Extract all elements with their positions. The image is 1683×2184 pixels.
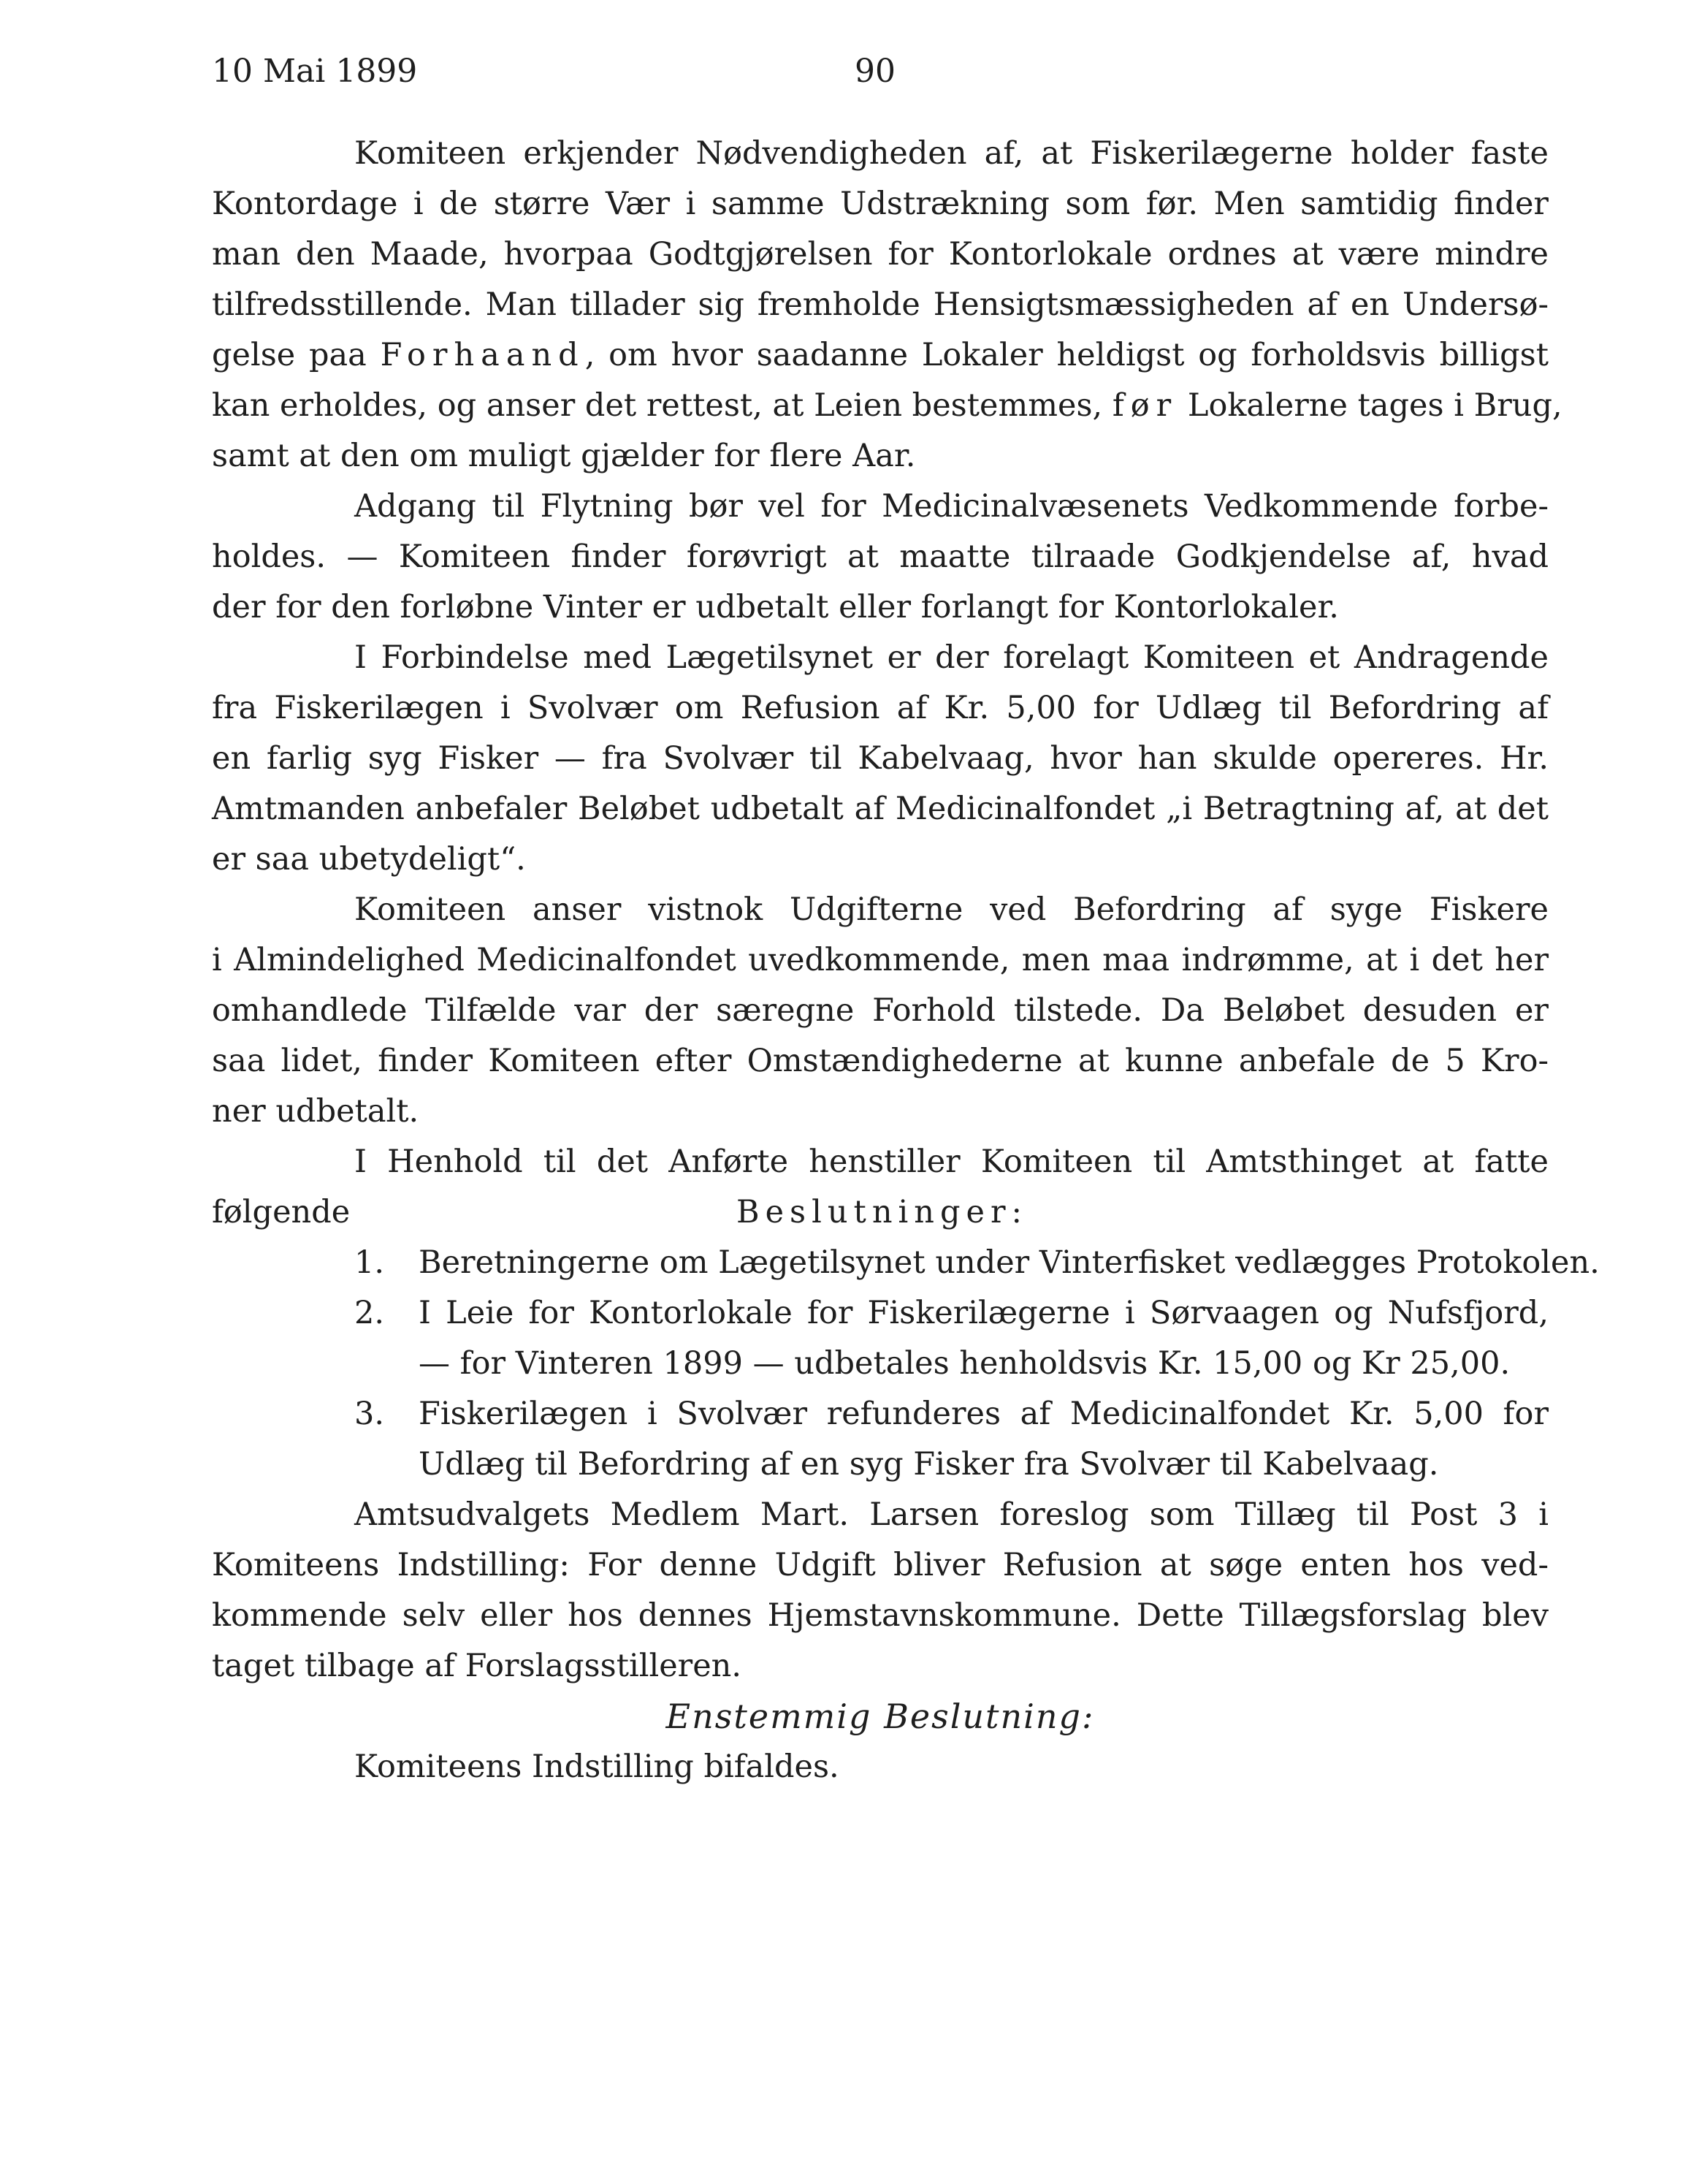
p1-line-1: Komiteen erkjender Nødvendigheden af, at Fiskerilægerne holder faste	[354, 135, 1549, 172]
resolution-2-number: 2.	[354, 1295, 385, 1331]
p6-line-4: taget tilbage af Forslagsstilleren.	[212, 1648, 742, 1684]
p1-line-7: samt at den om muligt gjælder for flere Aar.	[212, 438, 916, 474]
p4-line-5: ner udbetalt.	[212, 1093, 419, 1130]
p4-line-4: saa lidet, finder Komiteen efter Omstændighederne at kunne anbefale de 5 Kro-	[212, 1043, 1549, 1079]
p1-line-2: Kontordage i de større Vær i samme Udstrækning som før. Men samtidig finder	[212, 186, 1549, 222]
resolution-2-line-1: I Leie for Kontorlokale for Fiskerilægerne i Sørvaagen og Nufsfjord,	[419, 1295, 1549, 1331]
resolution-1-line-1: Beretningerne om Lægetilsynet under Vinterfisket vedlægges Protokolen.	[419, 1244, 1600, 1281]
p6-line-2: Komiteens Indstilling: For denne Udgift bliver Refusion at søge enten hos ved-	[212, 1547, 1549, 1583]
p4-line-2: i Almindelighed Medicinalfondet uvedkommende, men maa indrømme, at i det her	[212, 942, 1549, 978]
p4-line-1: Komiteen anser vistnok Udgifterne ved Befordring af syge Fiskere	[354, 891, 1549, 928]
p5-line-2-left: følgende	[212, 1194, 351, 1230]
p2-line-2: holdes. — Komiteen finder forøvrigt at maatte tilraade Godkjendelse af, hvad	[212, 539, 1549, 575]
resolution-2-line-2: — for Vinteren 1899 — udbetales henholdsvis Kr. 15,00 og Kr 25,00.	[419, 1345, 1511, 1382]
p1-line-5-pre: gelse paa	[212, 337, 381, 373]
resolution-1-number: 1.	[354, 1244, 385, 1281]
p1-line-6-spaced: før	[1112, 387, 1178, 424]
p1-line-3: man den Maade, hvorpaa Godtgjørelsen for Kontorlokale ordnes at være mindre	[212, 236, 1549, 273]
resolution-3-line-1: Fiskerilægen i Svolvær refunderes af Medicinalfondet Kr. 5,00 for	[419, 1396, 1549, 1432]
resolution-3-number: 3.	[354, 1396, 385, 1432]
p1-line-5-spaced: Forhaand	[380, 337, 585, 373]
p1-line-6-pre: kan erholdes, og anser det rettest, at Leien bestemmes,	[212, 387, 1113, 424]
final-decision-heading: Enstemmig Beslutning:	[665, 1697, 1095, 1736]
p1-line-4: tilfredsstillende. Man tillader sig fremholde Hensigtsmæssigheden af en Undersø-	[212, 286, 1549, 323]
final-decision-line: Komiteens Indstilling bifaldes.	[354, 1749, 839, 1785]
p1-line-5	[212, 333, 1549, 377]
p2-line-1: Adgang til Flytning bør vel for Medicinalvæsenets Vedkommende forbe-	[354, 488, 1549, 525]
p5-line-1: I Henhold til det Anførte henstiller Komiteen til Amtsthinget at fatte	[354, 1144, 1549, 1180]
resolution-3-line-2: Udlæg til Befordring af en syg Fisker fra Svolvær til Kabelvaag.	[419, 1446, 1439, 1483]
p3-line-2: fra Fiskerilægen i Svolvær om Refusion af Kr. 5,00 for Udlæg til Befordring af	[212, 690, 1549, 726]
p3-line-4: Amtmanden anbefaler Beløbet udbetalt af Medicinalfondet „i Betragtning af, at det	[212, 791, 1549, 827]
p3-line-3: en farlig syg Fisker — fra Svolvær til Kabelvaag, hvor han skulde opereres. Hr.	[212, 740, 1549, 777]
p1-line-6	[212, 384, 1562, 427]
header-date: 10 Mai 1899	[212, 53, 418, 90]
p2-line-3: der for den forløbne Vinter er udbetalt eller forlangt for Kontorlokaler.	[212, 589, 1339, 625]
p1-line-5-post: , om hvor saadanne Lokaler heldigst og forholdsvis billigst	[584, 337, 1549, 373]
p6-line-3: kommende selv eller hos dennes Hjemstavnskommune. Dette Tillægsforslag blev	[212, 1597, 1549, 1634]
page-header	[212, 53, 1563, 96]
p6-line-1: Amtsudvalgets Medlem Mart. Larsen foreslog som Tillæg til Post 3 i	[354, 1496, 1549, 1533]
page-number: 90	[855, 53, 896, 90]
p3-line-1: I Forbindelse med Lægetilsynet er der forelagt Komiteen et Andragende	[354, 639, 1549, 676]
resolutions-heading: Beslutninger:	[736, 1194, 1028, 1230]
p4-line-3: omhandlede Tilfælde var der særegne Forhold tilstede. Da Beløbet desuden er	[212, 992, 1549, 1029]
p1-line-6-post: Lokalerne tages i Brug,	[1178, 387, 1562, 424]
p3-line-5: er saa ubetydeligt“.	[212, 841, 526, 878]
